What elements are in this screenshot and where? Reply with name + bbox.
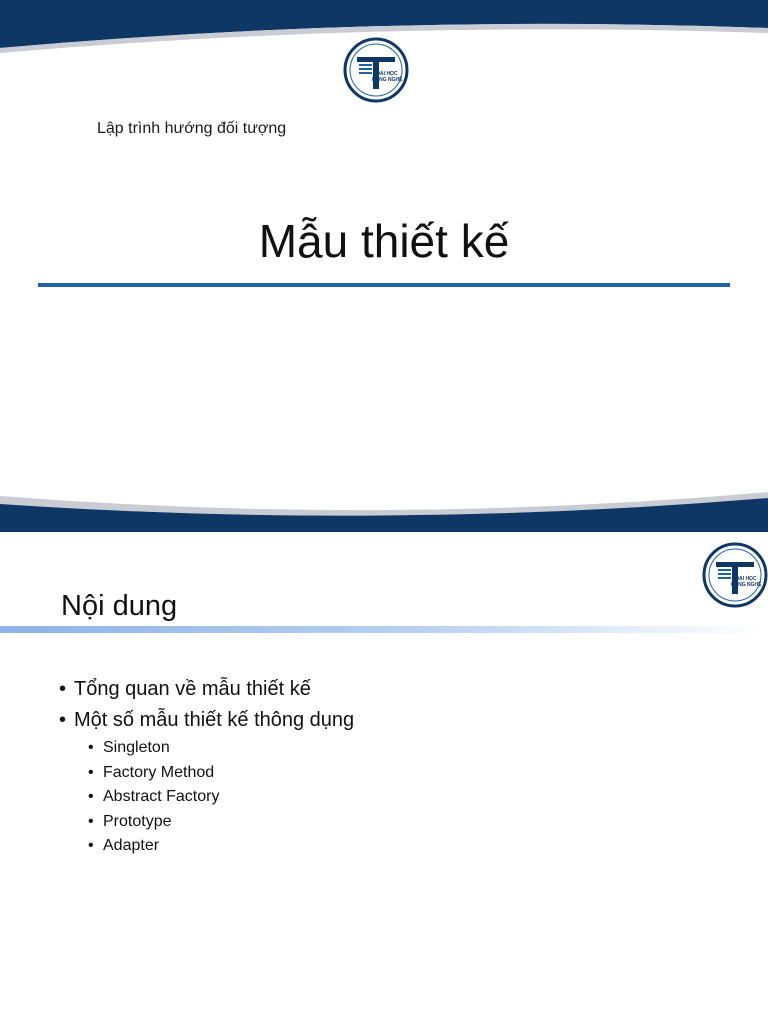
logo-text-line1: ĐẠI HỌC [376,71,398,77]
university-logo [343,37,409,103]
title-underline [38,283,730,287]
sub-bullet-item: • Singleton [88,736,219,761]
logo-small-text-line2: CÔNG NGHỆ [730,582,762,588]
course-label: Lập trình hướng đối tượng [97,120,287,137]
sub-bullet-item: • Prototype [88,810,219,835]
sub-bullet-item: • Factory Method [88,761,219,786]
slide-title: Mẫu thiết kế [258,215,510,267]
sub-bullet-list [88,736,219,859]
sub-bullet-item: • Adapter [88,834,219,859]
content-title-underline [0,626,768,633]
bullet-item: • Tổng quan về mẫu thiết kế [59,674,354,705]
logo-text-line2: CÔNG NGHỆ [371,77,403,83]
content-slide-title: Nội dung [61,590,178,622]
main-bullet-list [59,674,354,736]
bottom-wave-decoration [0,482,768,532]
university-logo-small [702,542,768,608]
logo-small-text-line1: ĐẠI HỌC [735,576,757,582]
sub-bullet-item: • Abstract Factory [88,785,219,810]
bullet-item: • Một số mẫu thiết kế thông dụng [59,705,354,736]
